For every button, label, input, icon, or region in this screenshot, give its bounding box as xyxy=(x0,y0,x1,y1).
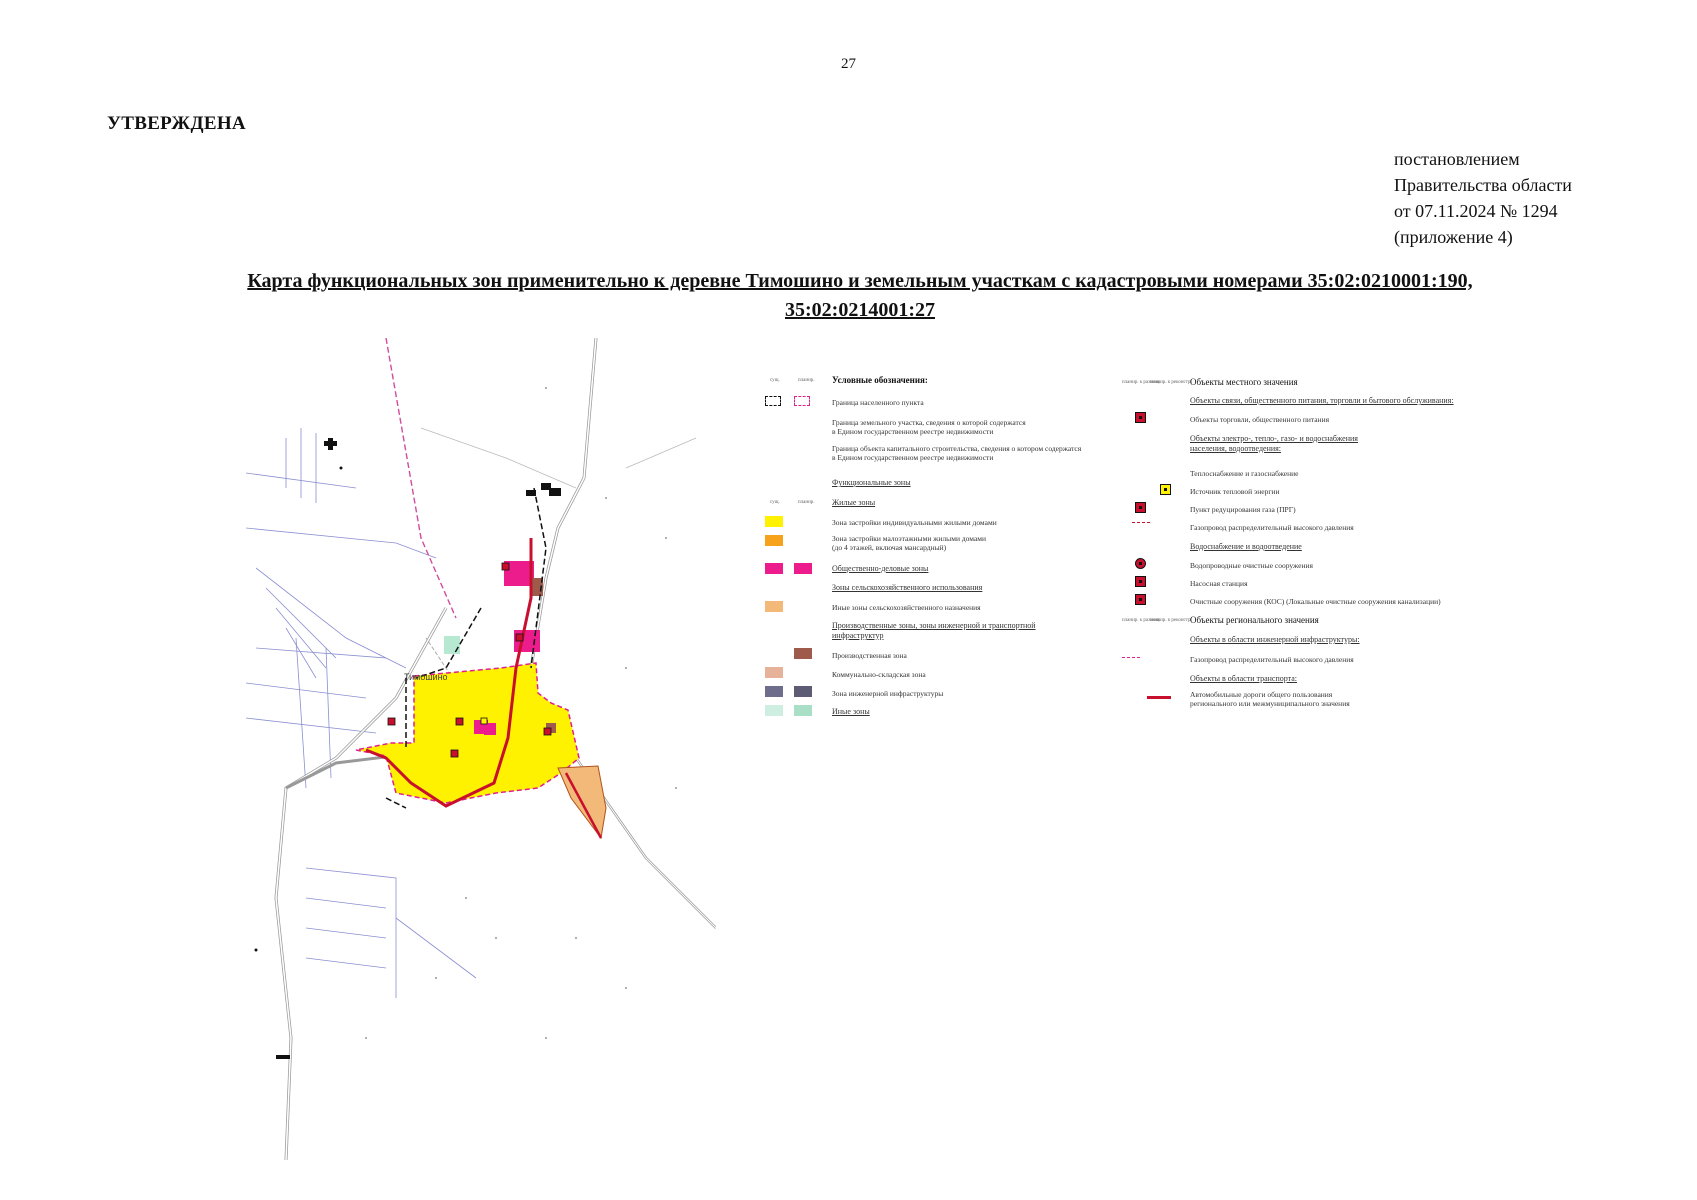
functional-zones-map[interactable] xyxy=(246,338,716,1160)
legend-col-existing-2: сущ. xyxy=(770,500,780,505)
swatch-other-planned xyxy=(794,705,812,716)
legend-other-zone: Иные зоны xyxy=(832,707,870,716)
legend-individual: Зона застройки индивидуальными жилыми домами xyxy=(832,518,997,527)
legend-kos: Очистные сооружения (КОС) (Локальные очистные сооружения канализации) xyxy=(1190,597,1441,606)
trade-icon xyxy=(1135,412,1146,423)
legend-capital-object-1: Граница объекта капитального строительства, сведения о котором содержатся xyxy=(832,444,1082,453)
swatch-individual xyxy=(765,516,783,527)
swatch-engineering-existing xyxy=(765,686,783,697)
map-title-line-2: 35:02:0214001:27 xyxy=(785,299,935,321)
legend-comm: Объекты связи, общественного питания, торговли и бытового обслуживания: xyxy=(1190,396,1454,405)
legend-lowrise-1: Зона застройки малоэтажными жилыми домами xyxy=(832,534,987,543)
legend-industrial-1: Производственные зоны, зоны инженерной и транспортной xyxy=(832,621,1036,630)
legend-col-planned-2: планир. xyxy=(798,500,815,505)
legend-gas-point: Пункт редуцирования газа (ПРГ) xyxy=(1190,505,1296,514)
legend-col-reg-a: планир. к размещ. xyxy=(1122,618,1161,623)
approval-heading: УТВЕРЖДЕНА xyxy=(107,113,246,134)
swatch-agri-other xyxy=(765,601,783,612)
legend-pump: Насосная станция xyxy=(1190,579,1248,588)
legend-col-local-b: планир. к реконстр. xyxy=(1150,380,1192,385)
gas-point-icon xyxy=(1135,502,1146,513)
swatch-public-planned xyxy=(794,563,812,574)
boundary-planned-swatch xyxy=(794,396,810,406)
decree-line-1: постановлением xyxy=(1394,149,1520,169)
legend-col-local-a: планир. к размещ. xyxy=(1122,380,1161,385)
legend-agri-other: Иные зоны сельскохозяйственного назначения xyxy=(832,603,981,612)
map-title-line-1: Карта функциональных зон применительно к деревне Тимошино и земельным участкам с кадастровыми номерами 35:02:0210001:190, xyxy=(247,270,1473,292)
zone-public-small-2 xyxy=(484,723,496,735)
legend-water-treatment: Водопроводные очистные сооружения xyxy=(1190,561,1313,570)
approval-decree xyxy=(1394,146,1572,250)
swatch-engineering-planned xyxy=(794,686,812,697)
map-canvas xyxy=(246,338,716,1160)
legend-agri-zones: Зоны сельскохозяйственного использования xyxy=(832,583,983,592)
map-title xyxy=(150,267,1570,325)
legend-heat-gas: Теплоснабжение и газоснабжение xyxy=(1190,469,1299,478)
kos-icon xyxy=(1135,594,1146,605)
legend-gas-pipe: Газопровод распределительный высокого давления xyxy=(1190,523,1354,532)
heat-source-icon xyxy=(1160,484,1171,495)
village-label: Тимошино xyxy=(404,672,448,682)
swatch-utility xyxy=(765,667,783,678)
legend-roads-1: Автомобильные дороги общего пользования xyxy=(1190,690,1333,699)
pump-icon xyxy=(1135,576,1146,587)
zone-other-green xyxy=(444,636,460,654)
legend-land-plot-1: Граница земельного участка, сведения о которой содержатся xyxy=(832,418,1026,427)
legend-col-reg-b: планир. к реконстр. xyxy=(1150,618,1192,623)
legend-transport: Объекты в области транспорта: xyxy=(1190,674,1298,683)
legend-local-header: Объекты местного значения xyxy=(1190,377,1298,387)
swatch-industrial xyxy=(794,648,812,659)
legend-roads-2: регионального или межмуниципального значения xyxy=(1190,699,1350,708)
legend-trade: Объекты торговли, общественного питания xyxy=(1190,415,1330,424)
legend-public: Общественно-деловые зоны xyxy=(832,564,929,573)
legend-header: Условные обозначения: xyxy=(832,375,928,385)
swatch-public-existing xyxy=(765,563,783,574)
legend-land-plot-2: в Едином государственном реестре недвижимости xyxy=(832,427,994,436)
legend-residential: Жилые зоны xyxy=(832,498,876,507)
water-treatment-icon xyxy=(1135,558,1146,569)
decree-line-2: Правительства области xyxy=(1394,175,1572,195)
legend-industrial-zone: Производственная зона xyxy=(832,651,907,660)
swatch-other-existing xyxy=(765,705,783,716)
legend-regional-header: Объекты регионального значения xyxy=(1190,615,1319,625)
decree-line-3: от 07.11.2024 № 1294 xyxy=(1394,201,1558,221)
legend-industrial-2: инфраструктур xyxy=(832,631,884,640)
boundary-existing-swatch xyxy=(765,396,781,406)
legend-boundary-settlement: Граница населенного пункта xyxy=(832,398,924,407)
page-number: 27 xyxy=(841,56,856,72)
gas-pipe-regional-line xyxy=(1122,657,1140,658)
legend-utility-zone: Коммунально-складская зона xyxy=(832,670,926,679)
gas-pipe-line xyxy=(1132,522,1150,523)
legend-eng-infra: Объекты в области инженерной инфраструктуры: xyxy=(1190,635,1360,644)
legend-utilities-1: Объекты электро-, тепло-, газо- и водоснабжения xyxy=(1190,434,1358,443)
legend-utilities-2: населения, водоотведения: xyxy=(1190,444,1282,453)
legend-gas-pipe-reg: Газопровод распределительный высокого давления xyxy=(1190,655,1354,664)
legend-col-existing: сущ. xyxy=(770,378,780,383)
legend-heat-source: Источник тепловой энергии xyxy=(1190,487,1280,496)
legend-col-planned: планир. xyxy=(798,378,815,383)
swatch-lowrise xyxy=(765,535,783,546)
legend-water: Водоснабжение и водоотведение xyxy=(1190,542,1302,551)
legend-functional-zones: Функциональные зоны xyxy=(832,478,911,487)
regional-road-line xyxy=(1147,696,1171,699)
legend-engineering-zone: Зона инженерной инфраструктуры xyxy=(832,689,944,698)
decree-line-4: (приложение 4) xyxy=(1394,227,1513,247)
legend-capital-object-2: в Едином государственном реестре недвижимости xyxy=(832,453,994,462)
legend-lowrise-2: (до 4 этажей, включая мансардный) xyxy=(832,543,947,552)
